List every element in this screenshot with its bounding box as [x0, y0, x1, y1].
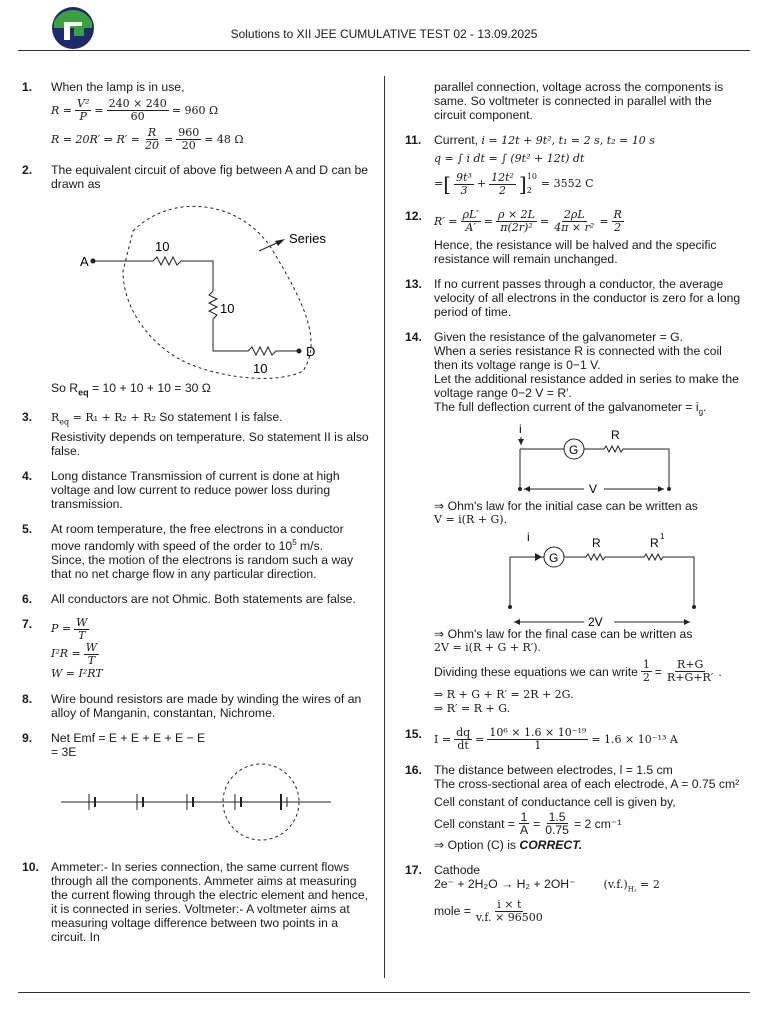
- solution-17: 17. Cathode 2e⁻ + 2H₂O → H₂ + 2OH⁻ $(v.f.)_{H_2} = 2$ mole = $\frac{i \times t}{v.f. \times 96500}$: [405, 863, 660, 924]
- solution-number: 8.: [22, 691, 33, 706]
- solution-number: 6.: [22, 591, 33, 606]
- solution-number: 2.: [22, 163, 33, 177]
- solution-12: 12. R′ = $\frac{\rho L'}{A'}$ = $\frac{\rho \times 2L}{\text{π(2r)²}}$ = $\frac{2\rho L}{\text{4π × r²}}$ = $\frac{R}{2}$ Hence, the resistance will be halved and the specific resistance will remain unchanged.: [405, 208, 717, 266]
- equation: R = 20R′ ⇒ R′ = $\frac{R}{20}$ = $\frac{960}{20}$ = 48 Ω: [51, 126, 244, 152]
- solution-11: 11. Current, i = 12t + 9t², t₁ = 2 s, t₂ = 10 s q = ∫ i dt = ∫ (9t² + 12t) dt = [ $\frac{\text{9t³}}{3}$ + $\frac{\text{12t²}}{2}$ ] 10 2 = 3552 C: [405, 133, 655, 197]
- page-title: Solutions to XII JEE CUMULATIVE TEST 02 - 13.09.2025: [230, 27, 538, 41]
- solution-text: The equivalent circuit of above fig between A and D can be drawn as: [51, 163, 369, 191]
- solution-13: 13. If no current passes through a conductor, the average velocity of all electrons in the conductor is zero for a long period of time.: [405, 277, 741, 319]
- solution-16: 16. The distance between electrodes, l = 1.5 cm The cross-sectional area of each electrode, A = 0.75 cm² Cell constant of conductance cell is given by, Cell constant = $\frac{1}{A}$ = $\frac{1.5}{0.75}$ = 2 cm⁻¹ ⇒ Option (C) is CORRECT.: [405, 763, 740, 853]
- solution-3: 3. $R_{eq} = R_1 + R_2 + R_2$ So statement I is false. Resistivity depends on temperature. So statement II is also false.: [22, 410, 369, 458]
- solution-number: 15.: [405, 727, 422, 742]
- galvanometer-circuit-initial: [424, 419, 724, 499]
- solution-4: 4. Long distance Transmission of current is done at high voltage and low current to reduce power loss during transmission.: [22, 468, 340, 511]
- current-label: i: [527, 530, 530, 545]
- solution-10: 10. Ammeter:- In series connection, the same current flows through all the components. Ammeter aims at measuring the current flowing through the electric element and hence, it is connected in series. Voltmeter:- A voltmeter aims at measuring voltage difference between two points in a circuit. In: [22, 859, 369, 944]
- column-divider: [384, 76, 385, 978]
- voltage-label: V: [589, 482, 598, 497]
- svg-text:R: R: [650, 536, 659, 551]
- galvanometer-circuit-final: [424, 527, 724, 627]
- solution-1: [22, 80, 370, 152]
- solution-number: 1.: [22, 80, 33, 94]
- solution-7: 7. P = $\frac{W}{T}$ I²R = $\frac{W}{T}$ W = I²RT: [22, 615, 103, 680]
- solution-number: 17.: [405, 863, 422, 878]
- current-label: i: [519, 422, 522, 437]
- footer-rule: [18, 992, 750, 993]
- solution-number: 5.: [22, 521, 33, 536]
- arrow-head-icon: [275, 239, 285, 246]
- resistor-3-label: 10: [253, 361, 268, 376]
- solution-15: 15. I = $\frac{dq}{dt}$ = $\frac{\text{10⁶ × 1.6 × 10⁻¹⁹}}{1}$ = 1.6 × 10⁻¹³ A: [405, 726, 678, 753]
- resistor-1-label: 10: [155, 239, 170, 254]
- solution-text: When the lamp is in use,: [51, 80, 185, 94]
- solution-number: 12.: [405, 209, 422, 223]
- solution-14: 14. Given the resistance of the galvanometer = G. When a series resistance R is connected with the coil then its voltage range is 0−1 V. Let the additional resistance added in series to make the voltage range 0−2 V = R′. The full deflection current of the galvanometer = $i_g$. i G R V ⇒ Ohm's law for the initial case can be written as V = i(R + G). i G R R 1 2V ⇒ Ohm's law for the final case can be written as 2V = i(R + G + R′). Dividing these equations we can write $\frac{1}{2}$ = $\frac{R+G}{R+G+R'}$ . ⇒ R + G + R′ = 2R + 2G. ⇒ R′ = R + G.: [405, 330, 739, 716]
- node-d: [297, 349, 302, 354]
- solution-number: 3.: [22, 410, 33, 425]
- solution-number: 13.: [405, 277, 422, 291]
- header-rule: [18, 50, 750, 51]
- right-column: [405, 80, 745, 935]
- label-d: D: [306, 344, 316, 359]
- resistors-r-r1: [564, 554, 694, 607]
- solution-8: 8. Wire bound resistors are made by winding the wires of an alloy of Manganin, constantan, Nichrome.: [22, 691, 362, 720]
- solution-number: 14.: [405, 330, 422, 344]
- left-column: [22, 80, 370, 955]
- solution-number: 4.: [22, 468, 33, 483]
- svg-text:R: R: [611, 428, 620, 443]
- dashed-boundary: [123, 206, 311, 378]
- label-a: A: [80, 254, 89, 269]
- solution-9: 9. Net Emf = E + E + E + E − E = 3E: [22, 731, 370, 849]
- solution-6: 6. All conductors are not Ohmic. Both statements are false.: [22, 591, 356, 606]
- solution-number: 10.: [22, 859, 39, 874]
- solution-number: 11.: [405, 133, 422, 147]
- resistor-2-label: 10: [220, 301, 235, 316]
- svg-text:G: G: [549, 551, 559, 566]
- voltage-label: 2V: [588, 615, 603, 628]
- resistor-1: [93, 257, 213, 291]
- svg-text:1: 1: [660, 532, 665, 542]
- cell-arrangement-diagram: [41, 759, 341, 849]
- result-line: So $R_{eq} = 10 + 10 + 10 = 30$ Ω: [51, 381, 211, 398]
- series-label: Series: [289, 231, 326, 246]
- equation: R = $\frac{\text{V²}}{P}$ = $\frac{240 \times 240}{60}$ = 960 Ω: [51, 97, 219, 123]
- solution-number: 7.: [22, 616, 33, 631]
- solution-number: 9.: [22, 730, 33, 745]
- solution-2: [22, 163, 370, 399]
- circuit-diagram-series: [63, 191, 363, 381]
- solution-5: 5. At room temperature, the free electrons in a conductor move randomly with speed of the order to $10^5$ m/s. Since, the motion of the electrons is random such a way that no net charge flow in any particular direction.: [22, 521, 354, 581]
- solution-10-continued: parallel connection, voltage across the components is same. So voltmeter is connected in parallel with the circuit component.: [434, 80, 724, 122]
- svg-text:G: G: [569, 443, 579, 458]
- svg-text:R: R: [592, 536, 601, 551]
- solution-number: 16.: [405, 763, 422, 778]
